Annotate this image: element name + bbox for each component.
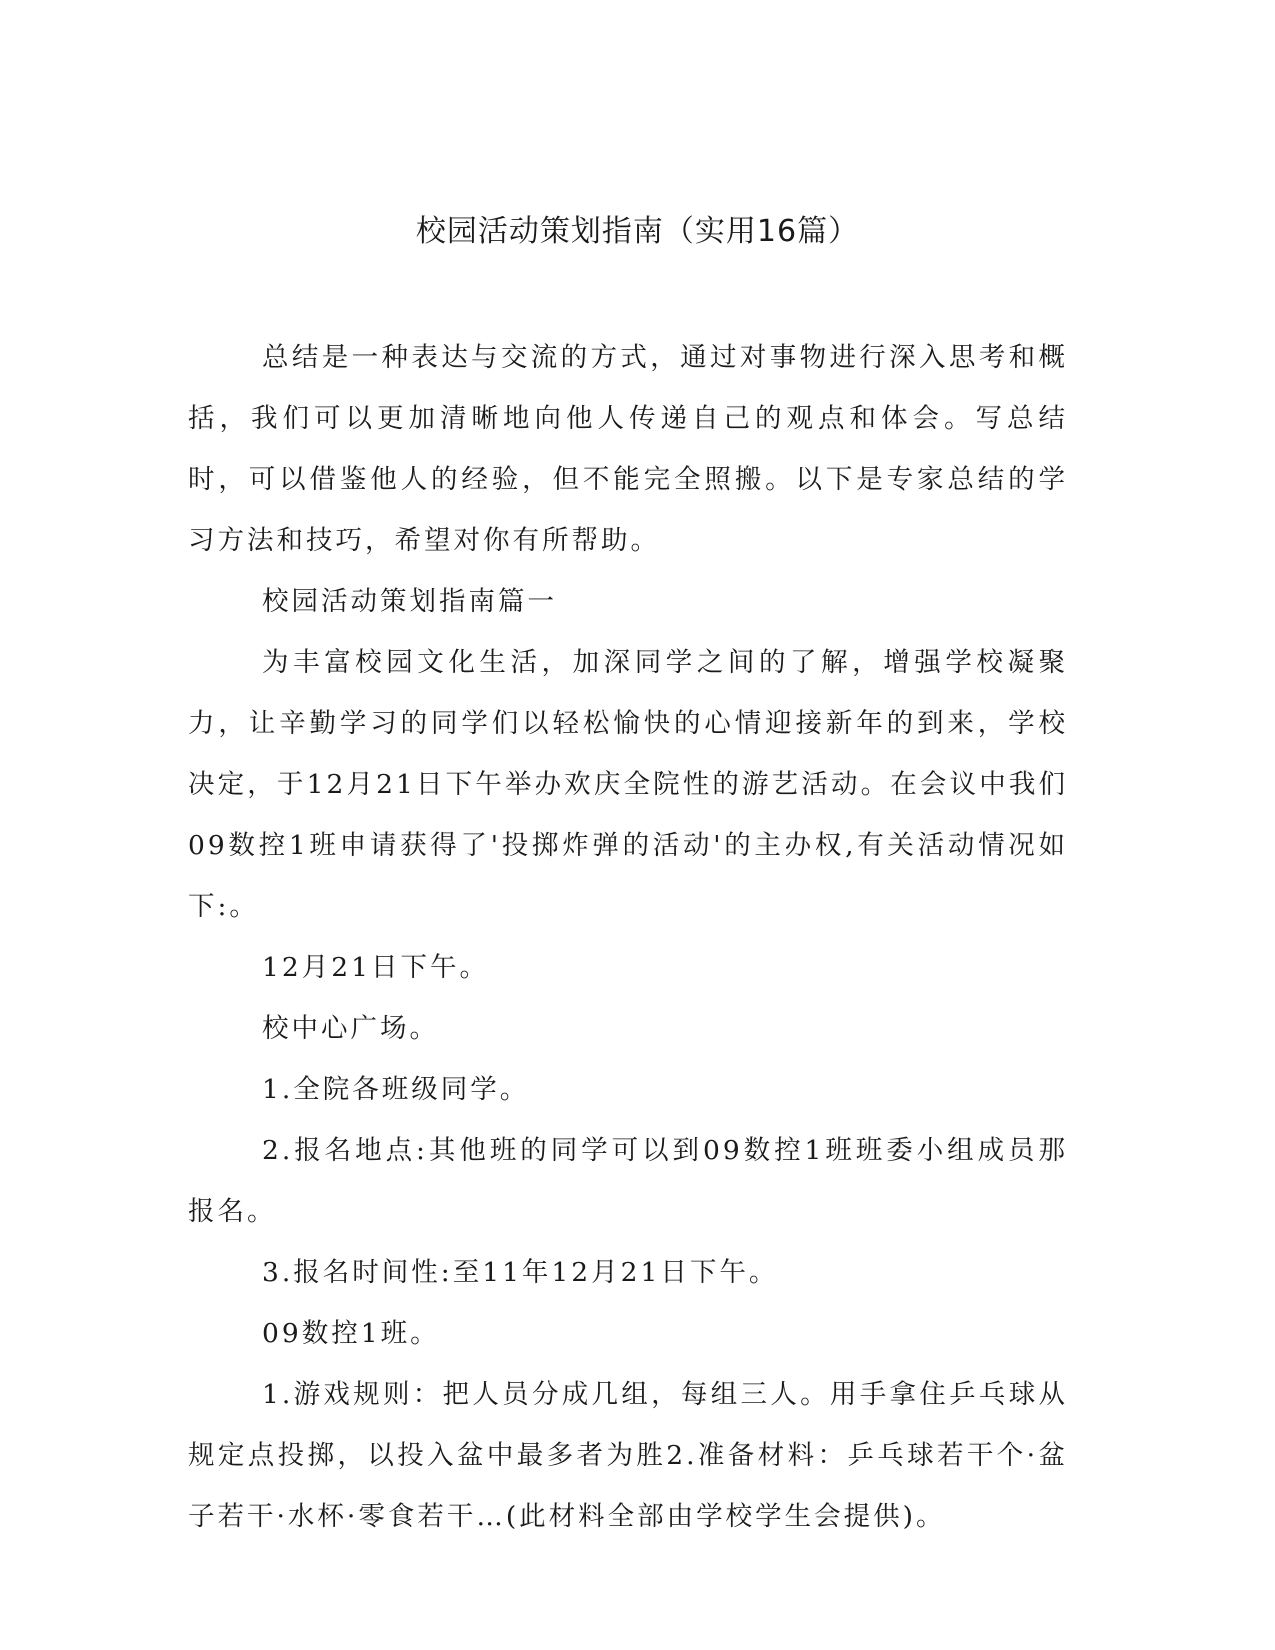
intro-paragraph: 总结是一种表达与交流的方式，通过对事物进行深入思考和概括，我们可以更加清晰地向他人传递自己的观点和体会。写总结时，可以借鉴他人的经验，但不能完全照搬。以下是专家总结的学习方法和技巧，希望对你有所帮助。 xyxy=(188,342,1068,556)
document-title: 校园活动策划指南（实用16篇） xyxy=(415,214,860,249)
participants-item: 1.全院各班级同学。 xyxy=(262,1074,530,1105)
registration-location-item: 2.报名地点:其他班的同学可以到09数控1班班委小组成员那报名。 xyxy=(188,1135,1068,1227)
section-heading: 校园活动策划指南篇一 xyxy=(262,586,557,617)
body-paragraph: 为丰富校园文化生活，加深同学之间的了解，增强学校凝聚力，让辛勤学习的同学们以轻松愉快的心情迎接新年的到来，学校决定，于12月21日下午举办欢庆全院性的游艺活动。在会议中我们09数控1班申请获得了'投掷炸弹的活动'的主办权,有关活动情况如下:。 xyxy=(188,647,1068,922)
organizer: 09数控1班。 xyxy=(262,1318,440,1349)
game-rules-item: 1.游戏规则：把人员分成几组，每组三人。用手拿住乒乓球从规定点投掷，以投入盆中最多者为胜2.准备材料：乒乓球若干个·盆子若干·水杯·零食若干…(此材料全部由学校学生会提供)。 xyxy=(188,1379,1068,1532)
document-body xyxy=(188,327,1068,1547)
event-location: 校中心广场。 xyxy=(262,1013,439,1044)
event-time: 12月21日下午。 xyxy=(262,952,489,983)
registration-time-item: 3.报名时间性:至11年12月21日下午。 xyxy=(262,1257,779,1288)
